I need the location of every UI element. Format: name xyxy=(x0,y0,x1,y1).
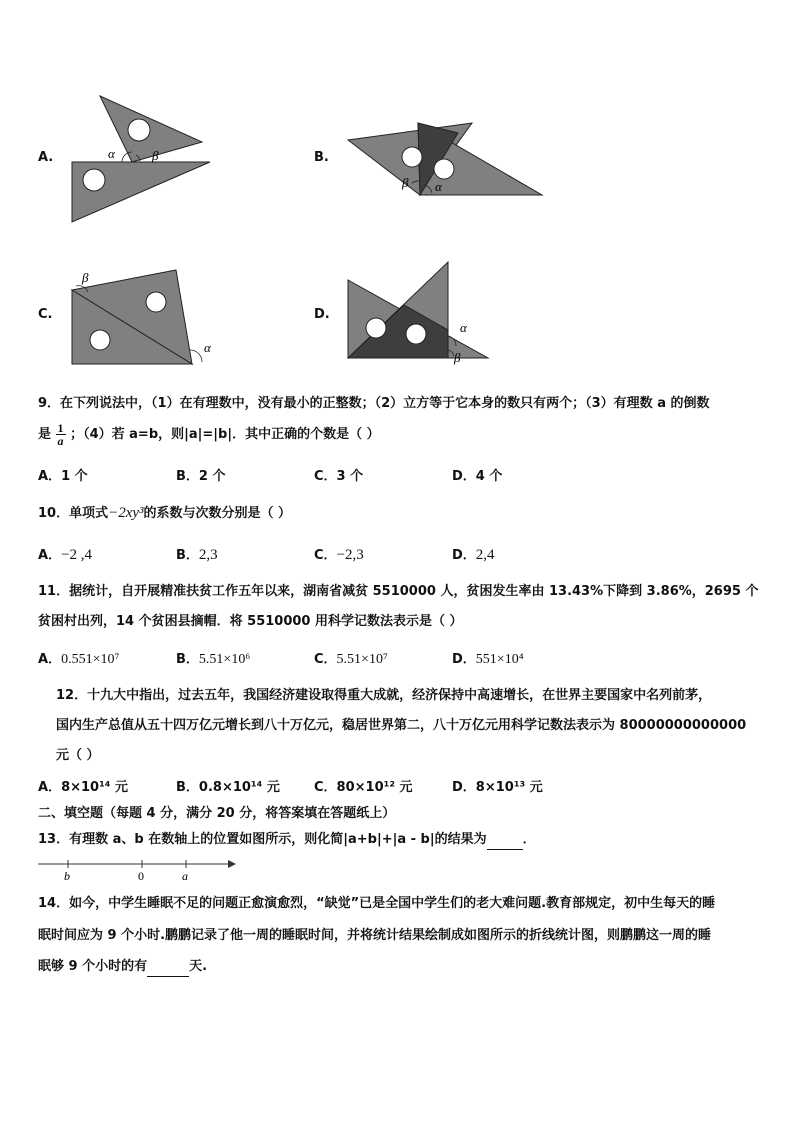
alpha-label: α xyxy=(108,146,115,161)
q13-stem: 13．有理数 a、b 在数轴上的位置如图所示，则化简|a+b|+|a - b|的结果为 ． xyxy=(38,830,536,850)
answer-blank[interactable] xyxy=(147,962,189,977)
hole-icon xyxy=(83,169,105,191)
svg-text:β: β xyxy=(82,270,89,285)
option-label-b: B. xyxy=(314,150,329,165)
svg-text:α: α xyxy=(435,179,442,194)
q14-line3: 眠够 9 个小时的有 天. xyxy=(38,957,207,977)
q12-line1: 12．十九大中指出，过去五年，我国经济建设取得重大成就，经济保持中高速增长，在世界主要国家中名列前茅， xyxy=(56,688,712,703)
axis-label-b: b xyxy=(64,869,70,883)
q10-option-a: A．−2 ,4 xyxy=(38,547,93,563)
q9-option-d: D．4 个 xyxy=(452,469,503,484)
q10-option-d: D．2,4 xyxy=(452,547,495,563)
figure-option-b xyxy=(340,115,550,205)
q10-expression: −2xy³ xyxy=(108,505,144,521)
axis-label-0: 0 xyxy=(138,869,144,883)
q12-line2: 国内生产总值从五十四万亿元增长到八十万亿元，稳居世界第二，八十万亿元用科学记数法表示为 80000000000000 xyxy=(56,718,747,733)
fraction-1-over-a: $\frac{1}{a}$ xyxy=(57,421,64,448)
svg-text:β: β xyxy=(402,175,409,190)
q12-option-a: A．8×10¹⁴ 元 xyxy=(38,780,129,795)
set-square-upper xyxy=(100,96,202,162)
beta-label: β xyxy=(152,148,159,163)
figure-option-c xyxy=(62,262,232,372)
q9-option-c: C．3 个 xyxy=(314,469,364,484)
option-label-a: A. xyxy=(38,150,54,165)
q12-option-c: C．80×10¹² 元 xyxy=(314,780,413,795)
svg-text:α: α xyxy=(204,340,211,355)
q9-option-b: B．2 个 xyxy=(176,469,226,484)
q11-option-a: A．0.551×10⁷ xyxy=(38,652,120,667)
answer-blank[interactable] xyxy=(487,835,523,850)
q12-option-d: D．8×10¹³ 元 xyxy=(452,780,543,795)
q12-option-b: B．0.8×10¹⁴ 元 xyxy=(176,780,280,795)
axis-label-a: a xyxy=(182,869,188,883)
q14-line2: 眠时间应为 9 个小时.鹏鹏记录了他一周的睡眠时间，并将统计结果绘制成如图所示的折线统计图，则鹏鹏这一周的睡 xyxy=(38,928,712,943)
option-label-d: D. xyxy=(314,307,330,322)
q11-option-c: C．5.51×10⁷ xyxy=(314,652,388,667)
q12-line3: 元（ ） xyxy=(56,748,100,763)
svg-text:α: α xyxy=(460,320,467,335)
figure-option-d xyxy=(340,258,500,368)
option-label-c: C. xyxy=(38,307,53,322)
q11-option-b: B．5.51×10⁶ xyxy=(176,652,251,667)
q10-option-c: C．−2,3 xyxy=(314,547,364,563)
hole-icon xyxy=(128,119,150,141)
q14-line1: 14．如今，中学生睡眠不足的问题正愈演愈烈，“缺觉”已是全国中学生们的老大难问题.教育部规定，初中生每天的睡 xyxy=(38,896,716,911)
q11-line1: 11．据统计，自开展精准扶贫工作五年以来，湖南省减贫 5510000 人，贫困发生率由 13.43%下降到 3.86%，2695 个 xyxy=(38,584,759,599)
q9-line2: 是 $\frac{1}{a}$ ；（4）若 a=b，则|a|=|b|．其中正确的个数是（ ） xyxy=(38,421,380,448)
section-heading-fill-in: 二、填空题（每题 4 分，满分 20 分，将答案填在答题纸上） xyxy=(38,806,396,821)
q9-line1: 9．在下列说法中，（1）在有理数中，没有最小的正整数；（2）立方等于它本身的数只有两个；（3）有理数 a 的倒数 xyxy=(38,396,710,411)
number-line xyxy=(36,856,246,884)
figure-option-a xyxy=(60,88,230,228)
q10-option-b: B．2,3 xyxy=(176,547,218,563)
q10-stem: 10．单项式−2xy³的系数与次数分别是（ ） xyxy=(38,505,292,521)
arrow-right-icon xyxy=(228,860,236,868)
q11-line2: 贫困村出列，14 个贫困县摘帽．将 5510000 用科学记数法表示是（ ） xyxy=(38,614,463,629)
svg-text:β: β xyxy=(454,350,461,365)
q9-option-a: A．1 个 xyxy=(38,469,88,484)
q11-option-d: D．551×10⁴ xyxy=(452,652,524,667)
